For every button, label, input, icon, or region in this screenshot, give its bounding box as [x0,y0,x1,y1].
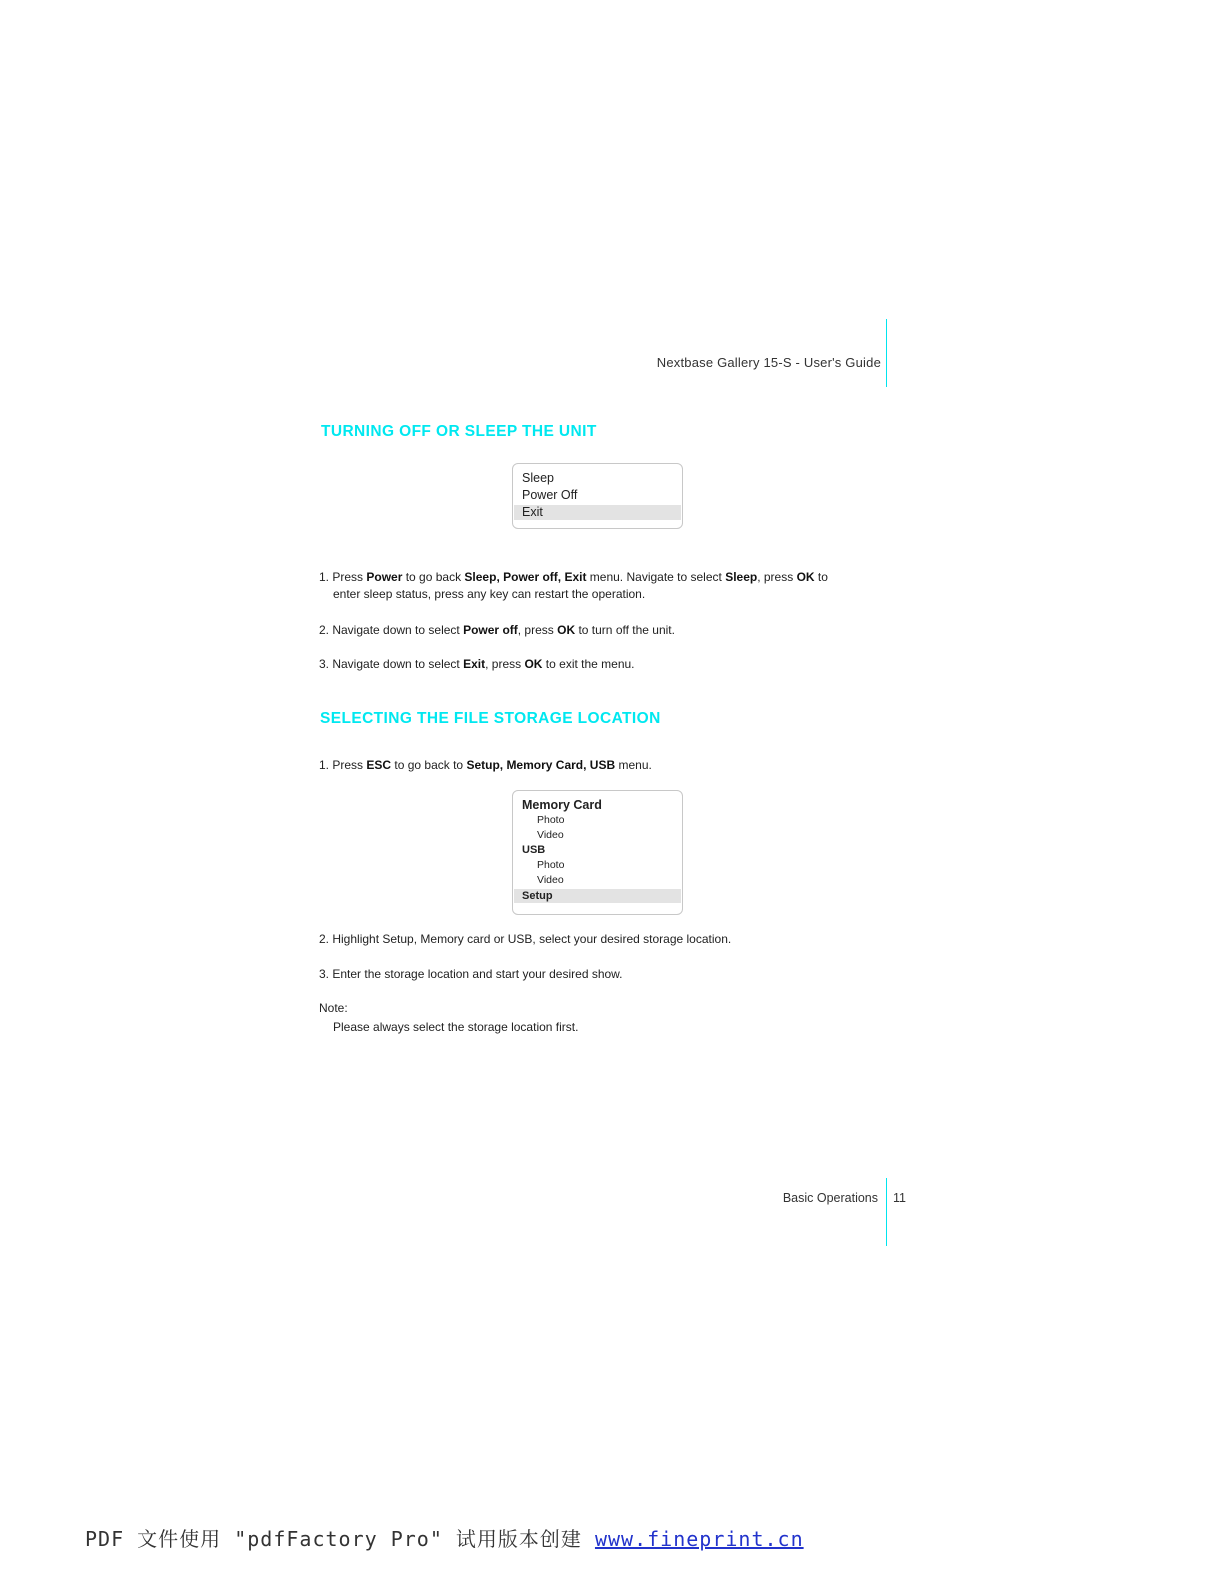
section-title-storage-location: SELECTING THE FILE STORAGE LOCATION [320,710,661,727]
menu-item-memory-card-video[interactable]: Video [537,829,564,841]
watermark-link[interactable]: www.fineprint.cn [594,1527,804,1551]
step-1-power: 1. Press Power to go back Sleep, Power off, Exit menu. Navigate to select Sleep, press OK to [319,570,828,584]
footer-section: Basic Operations [782,1191,878,1205]
storage-step-1: 1. Press ESC to go back to Setup, Memory Card, USB menu. [319,758,652,772]
storage-menu [512,790,683,915]
storage-step-3: 3. Enter the storage location and start your desired show. [319,967,623,981]
page-number: 11 [893,1191,906,1205]
step-3-exit: 3. Navigate down to select Exit, press OK to exit the menu. [319,657,635,671]
header-rule [886,319,887,387]
header-title: Nextbase Gallery 15-S - User's Guide [656,355,881,370]
step-1-power-line2: enter sleep status, press any key can restart the operation. [333,587,646,601]
section-title-turning-off: TURNING OFF OR SLEEP THE UNIT [321,423,597,440]
menu-item-power-off[interactable]: Power Off [522,488,578,502]
storage-step-2: 2. Highlight Setup, Memory card or USB, select your desired storage location. [319,932,732,946]
menu-item-memory-card[interactable]: Memory Card [522,798,602,812]
menu-item-memory-card-photo[interactable]: Photo [537,814,565,826]
step-2-power-off: 2. Navigate down to select Power off, press OK to turn off the unit. [319,623,675,637]
menu-item-usb-photo[interactable]: Photo [537,859,565,871]
menu-item-usb-video[interactable]: Video [537,874,564,886]
menu-item-sleep[interactable]: Sleep [522,471,554,485]
menu-item-exit[interactable]: Exit [514,505,681,520]
footer-rule [886,1178,887,1246]
menu-item-usb[interactable]: USB [522,844,546,856]
menu-item-setup[interactable]: Setup [514,889,681,903]
note-label: Note: [319,1001,348,1015]
note-text: Please always select the storage location first. [333,1020,579,1034]
watermark-text: PDF 文件使用 "pdfFactory Pro" 试用版本创建 [85,1527,595,1551]
power-menu [512,463,683,529]
pdffactory-watermark [85,1523,804,1552]
